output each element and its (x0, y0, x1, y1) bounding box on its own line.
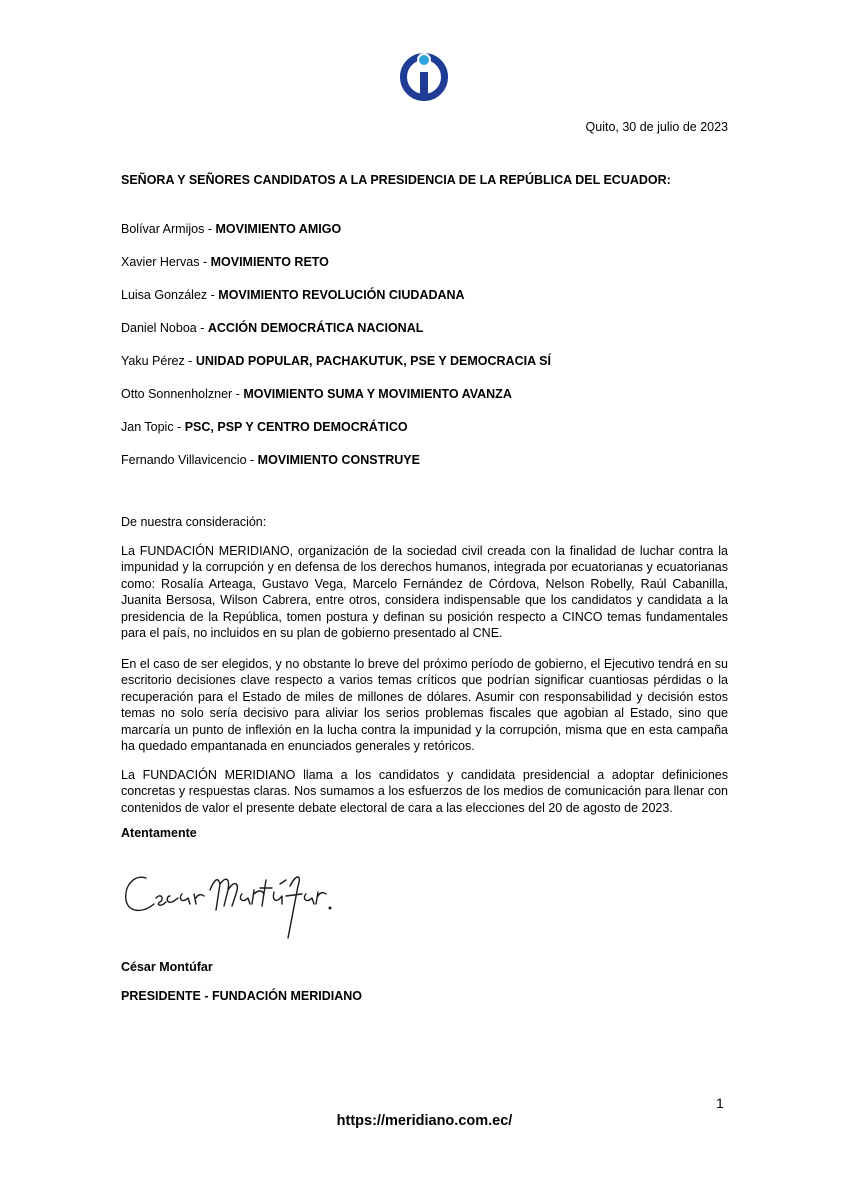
candidate-item (121, 222, 551, 255)
candidate-item (121, 354, 551, 387)
greeting: De nuestra consideración: (121, 515, 267, 529)
candidate-item (121, 288, 551, 321)
candidate-name: Xavier Hervas (121, 255, 200, 269)
body-paragraph: La FUNDACIÓN MERIDIANO llama a los candidatos y candidata presidencial a adoptar definiciones concretas y respuestas claras. Nos sumamos a los esfuerzos de los medios de comunicación para llenar con contenidos de valor el presente debate electoral de cara a las elecciones del 20 de agosto de 2023. (121, 768, 728, 815)
separator: - (196, 321, 208, 335)
candidate-party: ACCIÓN DEMOCRÁTICA NACIONAL (207, 321, 424, 335)
candidate-name: Otto Sonnenholzner (121, 387, 233, 401)
candidate-name: Yaku Pérez (121, 354, 185, 368)
signature-image (116, 860, 336, 940)
separator: - (173, 420, 185, 434)
signer-title: PRESIDENTE - FUNDACIÓN MERIDIANO (121, 989, 362, 1003)
separator: - (232, 387, 244, 401)
candidate-list (121, 222, 551, 486)
candidate-party: MOVIMIENTO CONSTRUYE (257, 453, 420, 467)
candidate-party: MOVIMIENTO SUMA Y MOVIMIENTO AVANZA (243, 387, 512, 401)
candidate-party: PSC, PSP Y CENTRO DEMOCRÁTICO (184, 420, 408, 434)
closing-salutation: Atentamente (121, 826, 197, 840)
candidate-name: Fernando Villavicencio (121, 453, 247, 467)
separator: - (246, 453, 258, 467)
candidate-party: UNIDAD POPULAR, PACHAKUTUK, PSE Y DEMOCRACIA SÍ (195, 354, 551, 368)
page-number: 1 (716, 1095, 724, 1111)
candidate-item (121, 453, 551, 486)
footer-url-link[interactable]: https://meridiano.com.ec/ (336, 1113, 513, 1129)
candidate-party: MOVIMIENTO REVOLUCIÓN CIUDADANA (218, 288, 465, 302)
candidate-name: Luisa González (121, 288, 208, 302)
separator: - (199, 255, 211, 269)
candidate-name: Bolívar Armijos (121, 222, 205, 236)
candidate-party: MOVIMIENTO AMIGO (215, 222, 342, 236)
separator: - (207, 288, 219, 302)
body-paragraph: La FUNDACIÓN MERIDIANO, organización de la sociedad civil creada con la finalidad de luchar contra la impunidad y la corrupción y en defensa de los derechos humanos, integrada por ecuatorianas y ecuatorianas como: Rosalía Arteaga, Gustavo Vega, Marcelo Fernández de Córdova, Nelson Robelly, Raúl Cabanilla, Juanita Bersosa, Wilson Cabrera, entre otros, considera indispensable que los candidatos y candidata a la presidencia de la República, tomen postura y definan su posición respecto a CINCO temas fundamentales para el país, no incluidos en su plan de gobierno presentado al CNE. (121, 544, 728, 641)
candidate-item (121, 420, 551, 453)
candidate-item (121, 255, 551, 288)
signer-name: César Montúfar (121, 960, 213, 974)
body-paragraph: En el caso de ser elegidos, y no obstante lo breve del próximo período de gobierno, el Ejecutivo tendrá en su escritorio decisiones clave respecto a varios temas críticos que podrían significar cuantiosas pérdidas o la recuperación para el Estado de miles de millones de dólares. Asumir con responsabilidad y decisión estos temas no solo sería decisivo para aliviar los serios problemas fiscales que agobian al Estado, sino que marcaría un punto de inflexión en la lucha contra la impunidad y la corrupción, misma que en esta campaña ha quedado empantanada en enunciados generales y retóricos. (121, 657, 728, 754)
separator: - (204, 222, 216, 236)
separator: - (184, 354, 196, 368)
candidate-name: Daniel Noboa (121, 321, 197, 335)
letter-date: Quito, 30 de julio de 2023 (585, 120, 728, 134)
salutation-title: SEÑORA Y SEÑORES CANDIDATOS A LA PRESIDENCIA DE LA REPÚBLICA DEL ECUADOR: (121, 173, 671, 187)
candidate-item (121, 387, 551, 420)
candidate-item (121, 321, 551, 354)
meridiano-logo-icon (398, 51, 450, 101)
candidate-party: MOVIMIENTO RETO (210, 255, 329, 269)
candidate-name: Jan Topic (121, 420, 174, 434)
